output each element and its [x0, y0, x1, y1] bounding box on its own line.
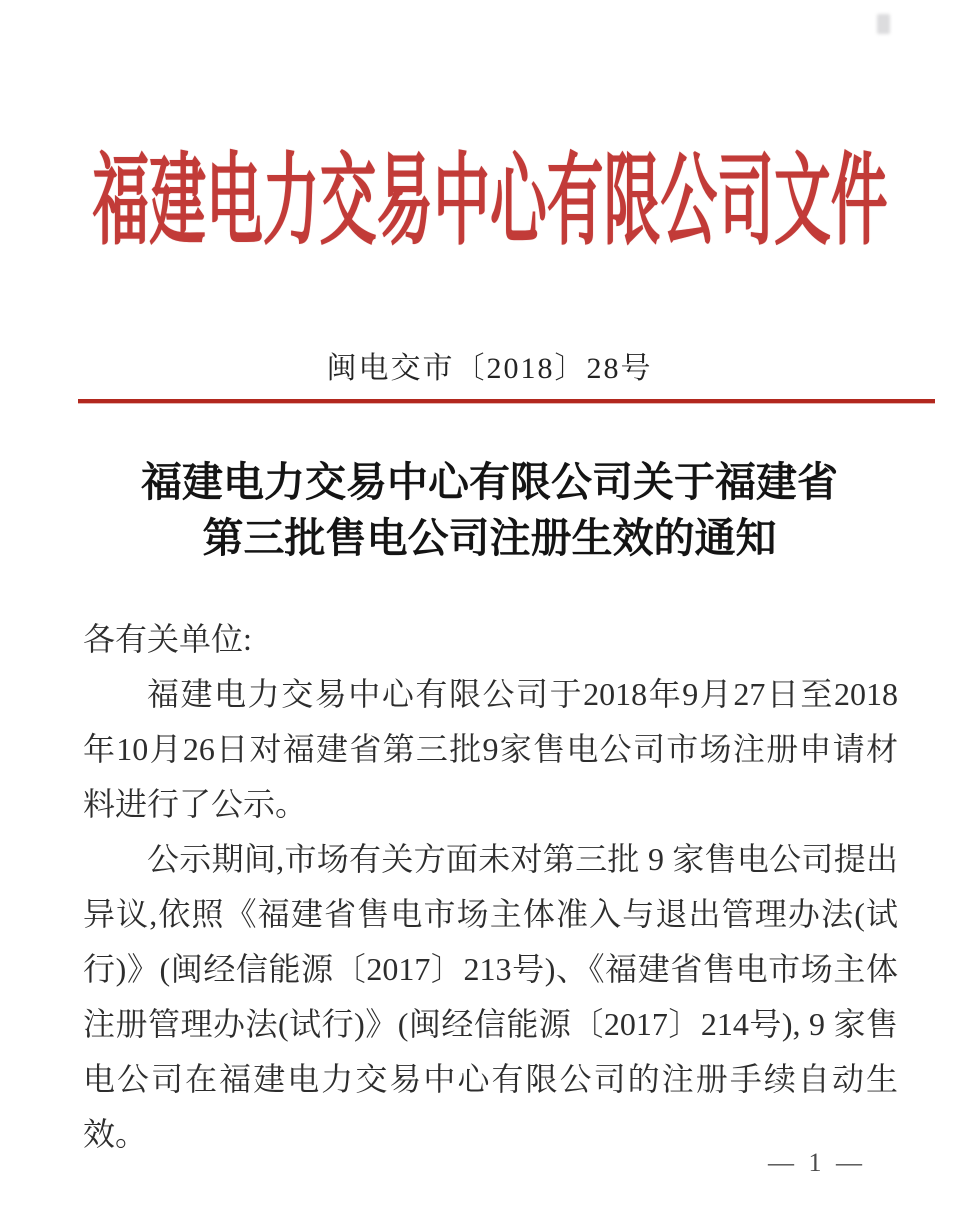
issuing-org-banner-text: 福建电力交易中心有限公司文件	[91, 146, 888, 257]
scan-artifact	[877, 14, 890, 34]
document-title-line1: 福建电力交易中心有限公司关于福建省	[141, 459, 838, 505]
document-title-line2: 第三批售电公司注册生效的通知	[202, 515, 777, 561]
salutation: 各有关单位:	[83, 621, 252, 657]
document-body	[83, 612, 898, 1162]
document-header-banner	[0, 148, 979, 260]
body-paragraph-1: 福建电力交易中心有限公司于2018年9月27日至2018年10月26日对福建省第三批9家售电公司市场注册申请材料进行了公示。	[83, 676, 898, 822]
document-title	[0, 454, 979, 566]
document-number: 闽电交市〔2018〕28号	[326, 352, 653, 385]
red-divider-line	[78, 399, 935, 403]
page-number: — 1 —	[768, 1148, 866, 1177]
body-paragraph-2: 公示期间,市场有关方面未对第三批 9 家售电公司提出异议,依照《福建省售电市场主体准入与退出管理办法(试行)》(闽经信能源〔2017〕213号)、《福建省售电市场主体注册管理办法(试行)》(闽经信能源〔2017〕214号), 9 家售电公司在福建电力交易中心有限公司的注册手续自动生效。	[83, 841, 898, 1152]
